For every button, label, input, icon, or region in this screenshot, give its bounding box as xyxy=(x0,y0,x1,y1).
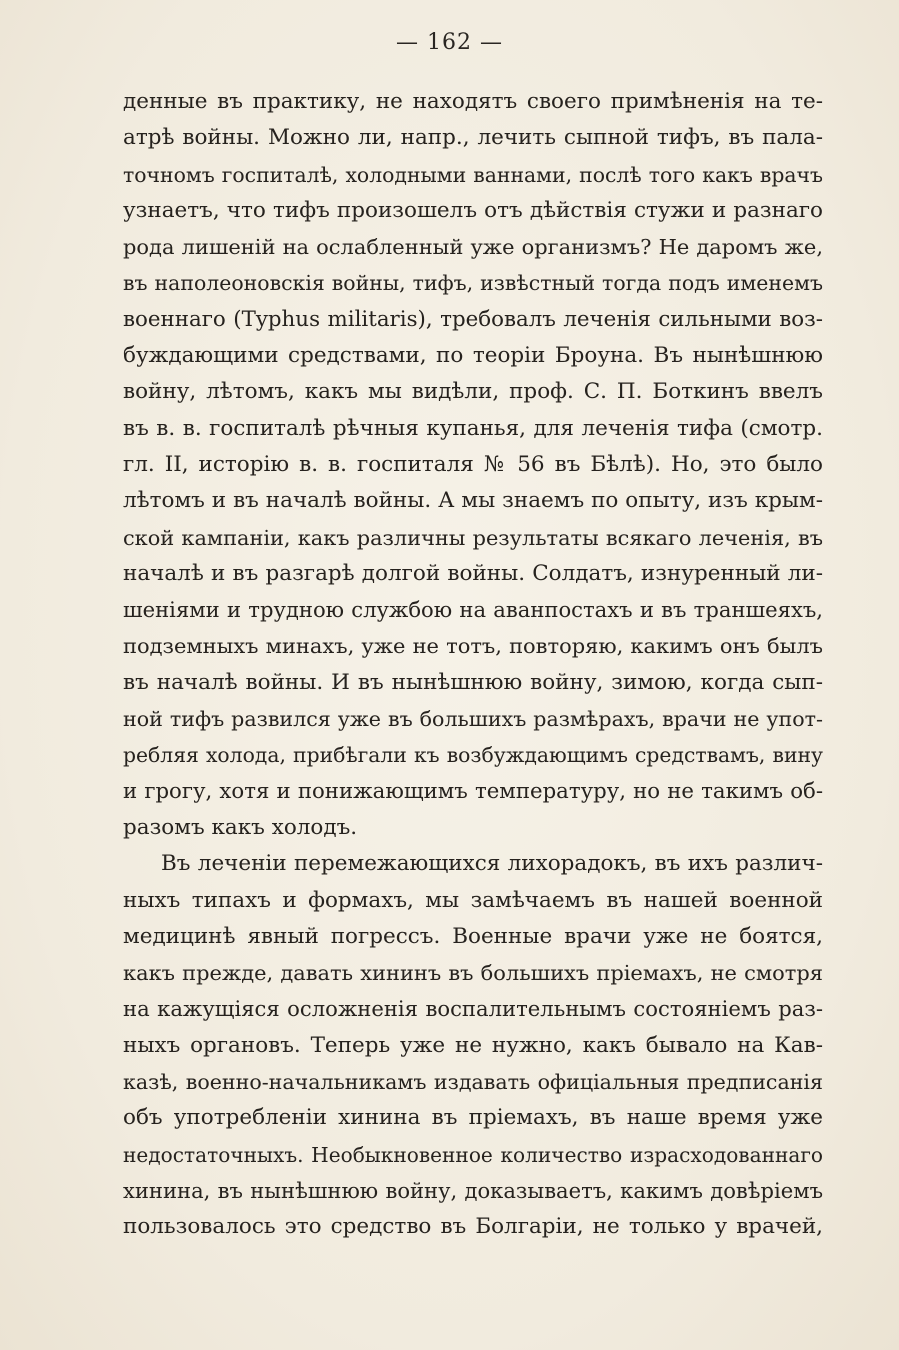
text-line: ныхъ органовъ. Теперь уже не нужно, какъ бывало на Кав- xyxy=(123,1032,823,1058)
text-line: ребляя холода, прибѣгали къ возбуждающимъ средствамъ, вину xyxy=(123,743,823,768)
text-line: денные въ практику, не находятъ своего примѣненія на те- xyxy=(123,89,823,114)
paragraph-end-line: разомъ какъ холодъ. xyxy=(123,814,358,840)
text-line: и грогу, хотя и понижающимъ температуру, но не такимъ об- xyxy=(123,778,823,804)
text-line: военнаго (Typhus militaris), требовалъ леченія сильными воз- xyxy=(123,306,823,332)
text-line: началѣ и въ разгарѣ долгой войны. Солдатъ, изнуренный ли- xyxy=(123,560,823,586)
text-line: рода лишеній на ослабленный уже организмъ? Не даромъ же, xyxy=(123,235,823,260)
paragraph-start-line: Въ леченіи перемежающихся лихорадокъ, въ ихъ различ- xyxy=(161,851,823,877)
text-line: точномъ госпиталѣ, холодными ваннами, послѣ того какъ врачъ xyxy=(123,162,823,187)
text-line: лѣтомъ и въ началѣ войны. А мы знаемъ по опыту, изъ крым- xyxy=(123,488,823,514)
text-line: ской кампаніи, какъ различны результаты всякаго леченія, въ xyxy=(123,525,823,550)
text-line: объ употребленіи хинина въ пріемахъ, въ наше время уже xyxy=(123,1105,823,1131)
text-line: войну, лѣтомъ, какъ мы видѣли, проф. С. П. Боткинъ ввелъ xyxy=(123,379,823,405)
body-text xyxy=(123,84,823,1246)
text-line: подземныхъ минахъ, уже не тотъ, повторяю, какимъ онъ былъ xyxy=(123,634,823,659)
text-line: узнаетъ, что тифъ произошелъ отъ дѣйствія стужи и разнаго xyxy=(123,197,823,223)
text-line: хинина, въ нынѣшнюю войну, доказываетъ, какимъ довѣріемъ xyxy=(123,1177,823,1203)
text-line: въ в. в. госпиталѣ рѣчныя купанья, для леченія тифа (смотр. xyxy=(123,415,823,441)
text-line: гл. II, исторію в. в. госпиталя № 56 въ Бѣлѣ). Но, это было xyxy=(123,451,823,477)
text-line: недостаточныхъ. Необыкновенное количество израсходованнаго xyxy=(123,1142,823,1167)
text-line: ной тифъ развился уже въ большихъ размѣрахъ, врачи не упот- xyxy=(123,707,823,732)
text-line: ныхъ типахъ и формахъ, мы замѣчаемъ въ нашей военной xyxy=(123,887,823,913)
text-line: атрѣ войны. Можно ли, напр., лечить сыпной тифъ, въ пала- xyxy=(123,125,823,151)
page-number: — 162 — xyxy=(396,30,503,55)
text-line: въ наполеоновскія войны, тифъ, извѣстный тогда подъ именемъ xyxy=(123,271,823,296)
text-line: въ началѣ войны. И въ нынѣшнюю войну, зимою, когда сып- xyxy=(123,669,823,695)
text-line: шеніями и трудною службою на аванпостахъ и въ траншеяхъ, xyxy=(123,597,823,623)
text-line: казѣ, военно-начальникамъ издавать офиціальныя предписанія xyxy=(123,1070,823,1095)
text-line: на кажущіяся осложненія воспалительнымъ состояніемъ раз- xyxy=(123,996,823,1022)
text-line: пользовалось это средство въ Болгаріи, не только у врачей, xyxy=(123,1214,823,1240)
text-line: какъ прежде, давать хининъ въ большихъ пріемахъ, не смотря xyxy=(123,961,823,986)
text-line: буждающими средствами, по теоріи Броуна. Въ нынѣшнюю xyxy=(123,343,823,369)
text-line: медицинѣ явный погрессъ. Военные врачи уже не боятся, xyxy=(123,923,823,949)
